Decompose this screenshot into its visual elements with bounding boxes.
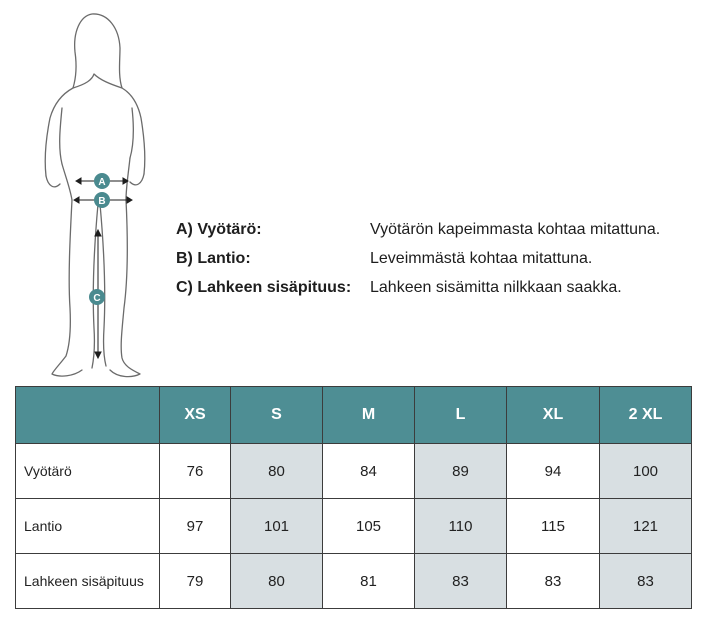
marker-b [94, 192, 110, 208]
size-header-m: M [323, 387, 415, 444]
size-header-row [16, 387, 692, 444]
size-header-2xl: 2 XL [600, 387, 692, 444]
table-cell: 83 [415, 554, 507, 609]
table-cell: 89 [415, 444, 507, 499]
legend-term: B) Lantio: [176, 250, 251, 267]
legend-description: Vyötärön kapeimmasta kohtaa mitattuna. [370, 221, 661, 238]
table-cell: 110 [415, 499, 507, 554]
body-outline-illustration [40, 8, 160, 383]
corner-header-cell [16, 387, 160, 444]
size-chart-table [15, 386, 692, 609]
legend-description: Lahkeen sisämitta nilkkaan saakka. [370, 279, 622, 296]
table-cell: 79 [160, 554, 231, 609]
table-cell: 94 [507, 444, 600, 499]
legend-description: Leveimmästä kohtaa mitattuna. [370, 250, 593, 267]
table-cell: 81 [323, 554, 415, 609]
svg-text:C: C [93, 293, 101, 304]
table-row [16, 554, 692, 609]
table-cell: 101 [231, 499, 323, 554]
row-label: Lahkeen sisäpituus [16, 554, 160, 609]
size-header-xl: XL [507, 387, 600, 444]
table-cell: 100 [600, 444, 692, 499]
legend-term: C) Lahkeen sisäpituus: [176, 279, 352, 296]
table-row [16, 499, 692, 554]
size-header-s: S [231, 387, 323, 444]
marker-a [94, 173, 110, 189]
table-cell: 105 [323, 499, 415, 554]
table-cell: 121 [600, 499, 692, 554]
svg-text:B: B [98, 196, 106, 207]
table-row [16, 444, 692, 499]
table-cell: 115 [507, 499, 600, 554]
svg-text:A: A [98, 177, 106, 188]
table-cell: 80 [231, 444, 323, 499]
body-measurement-figure [40, 8, 160, 383]
table-cell: 97 [160, 499, 231, 554]
legend-term: A) Vyötärö: [176, 221, 262, 238]
table-cell: 83 [600, 554, 692, 609]
size-header-xs: XS [160, 387, 231, 444]
table-cell: 83 [507, 554, 600, 609]
marker-c [89, 289, 105, 305]
size-header-l: L [415, 387, 507, 444]
row-label: Lantio [16, 499, 160, 554]
row-label: Vyötärö [16, 444, 160, 499]
table-cell: 80 [231, 554, 323, 609]
table-cell: 76 [160, 444, 231, 499]
table-cell: 84 [323, 444, 415, 499]
